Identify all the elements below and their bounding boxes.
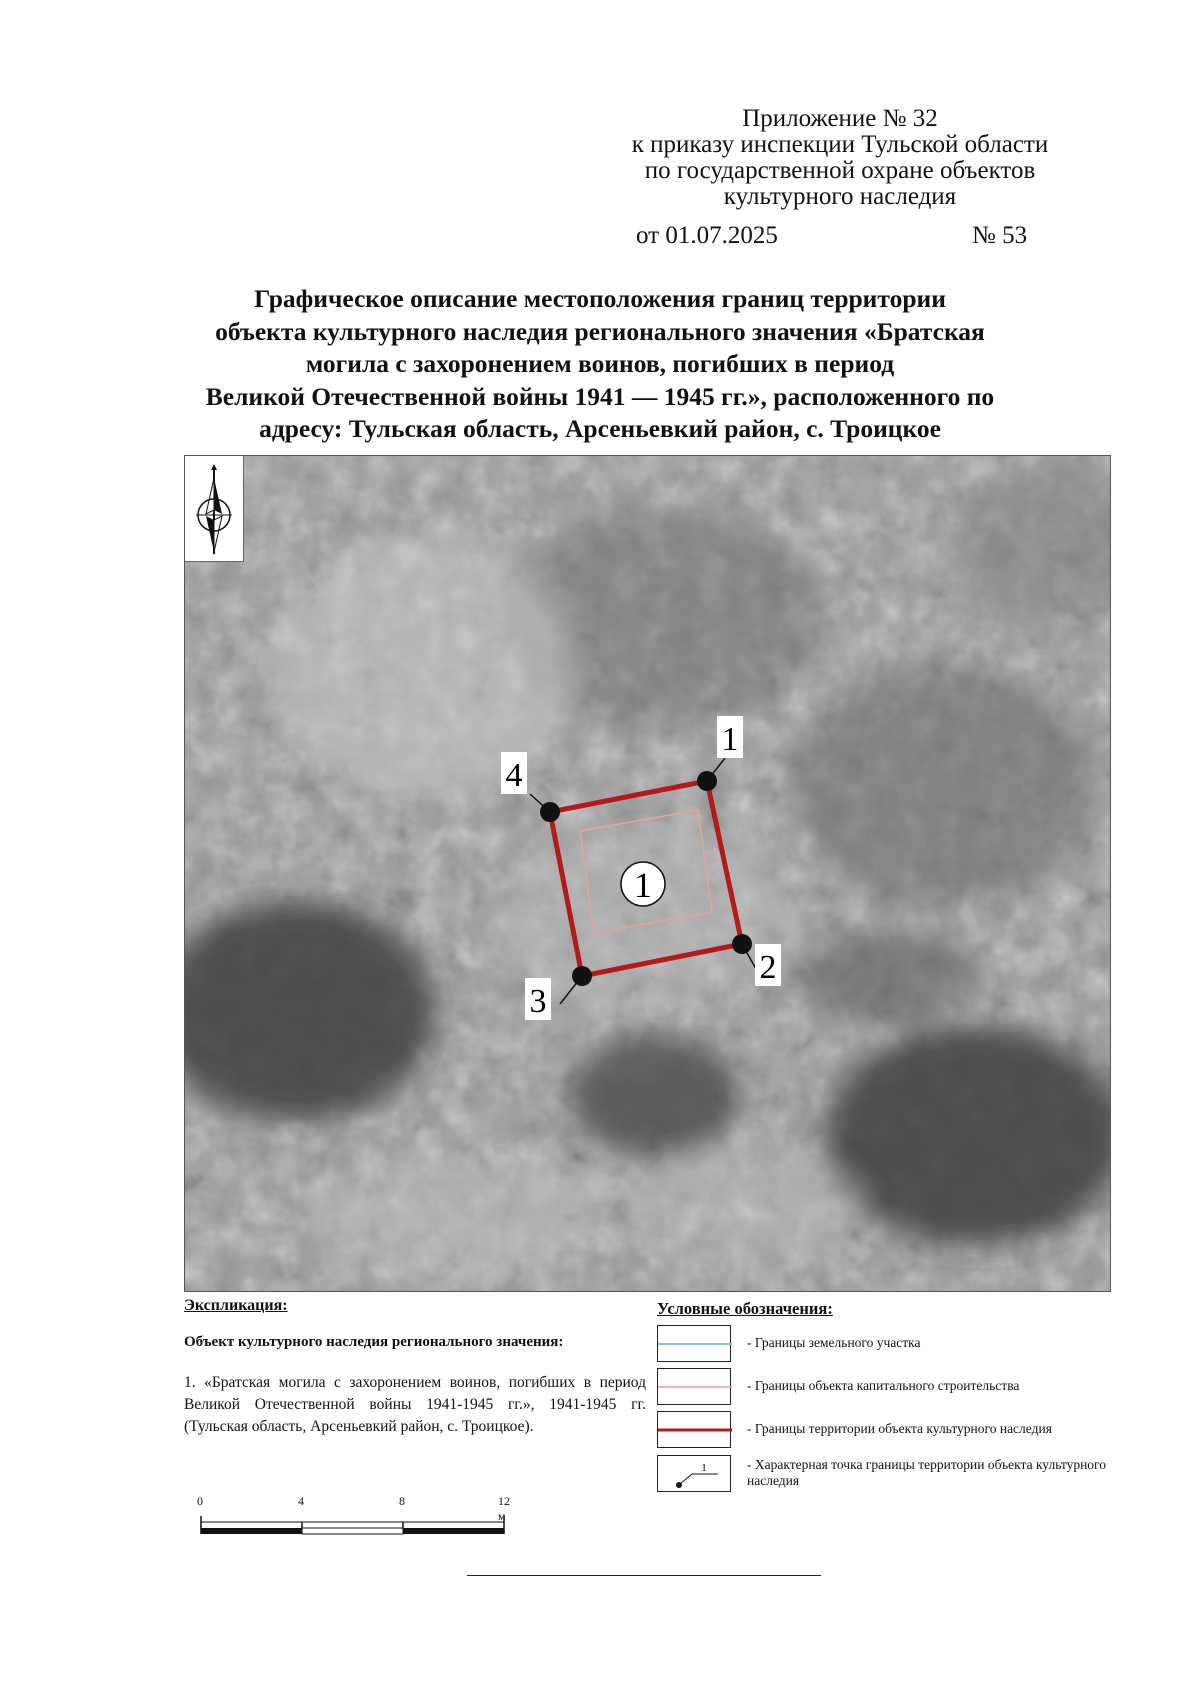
scale-tick-12: 12 м (498, 1494, 510, 1523)
legend-label-point: - Характерная точка границы территории объекта культурного наследия (747, 1457, 1106, 1488)
boundary-point-3 (572, 966, 592, 986)
legend-label-building: - Границы объекта капитального строительства (747, 1378, 1020, 1393)
title-line-1: Графическое описание местоположения границ территории (254, 284, 946, 313)
explication-heading: Экспликация: (184, 1297, 288, 1314)
appendix-line-2: к приказу инспекции Тульской области (631, 131, 1049, 158)
point-4-label: 4 (505, 757, 523, 794)
legend-heading: Условные обозначения: (657, 1299, 833, 1318)
title-line-4: Великой Отечественной войны 1941 — 1945 гг.», расположенного по (205, 381, 995, 411)
scale-tick-8: 8 (399, 1494, 405, 1508)
legend-label-territory: - Границы территории объекта культурного наследия (747, 1421, 1052, 1436)
aerial-map (184, 455, 1111, 1292)
legend-swatch-building (657, 1368, 731, 1405)
legend-swatch-plot (657, 1325, 731, 1362)
appendix-line-4: культурного наследия (723, 183, 957, 210)
point-3-label: 3 (529, 983, 547, 1020)
compass-box (185, 456, 244, 562)
legend-label-plot: - Границы земельного участка (747, 1335, 921, 1350)
object-label: 1 (634, 865, 652, 905)
closing-line (467, 1575, 821, 1576)
legend-point-number: 1 (701, 1462, 707, 1474)
north-arrow-icon (185, 456, 243, 561)
document-title (150, 283, 1050, 446)
order-number: № 53 (972, 222, 1028, 249)
point-2-label: 2 (759, 949, 777, 986)
appendix-line-1: Приложение № 32 (742, 105, 938, 132)
map-canvas (185, 456, 1110, 1291)
boundary-point-2 (732, 934, 752, 954)
appendix-header (560, 106, 1120, 210)
explication-object-heading: Объект культурного наследия регионального значения: (184, 1334, 564, 1350)
explication-description: 1. «Братская могила с захоронением воинов, погибших в период Великой Отечественной войны 1941-1945 гг.», 1941-1945 гг. (Тульская область, Арсеньевкий район, с. Троицкое). (184, 1374, 646, 1435)
title-line-2: объекта культурного наследия регионального значения «Братская (215, 316, 985, 346)
boundary-point-4 (540, 802, 560, 822)
scale-bar-graphic (190, 1512, 520, 1542)
legend-swatch-point (657, 1455, 731, 1492)
legend-swatch-territory (657, 1411, 731, 1448)
title-line-3: могила с захоронением воинов, погибших в период (305, 349, 895, 378)
scale-tick-4: 4 (298, 1494, 304, 1508)
appendix-line-3: по государственной охране объектов (644, 157, 1036, 184)
scale-tick-0: 0 (197, 1494, 203, 1508)
title-line-5: адресу: Тульская область, Арсеньевкий район, с. Троицкое (259, 414, 941, 443)
order-date: от 01.07.2025 (636, 222, 778, 249)
point-1-label: 1 (721, 721, 739, 758)
boundary-point-1 (697, 771, 717, 791)
